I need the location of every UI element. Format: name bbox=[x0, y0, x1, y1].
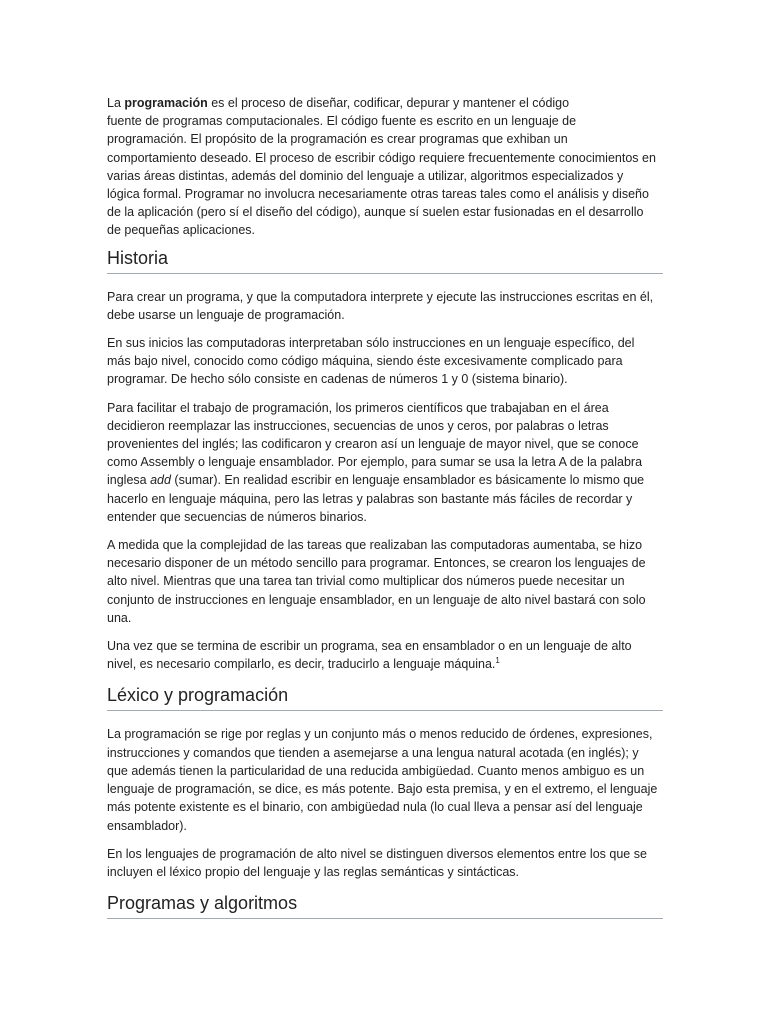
emphasis-add: add bbox=[150, 473, 171, 488]
text-line: Una vez que se termina de escribir un programa, sea en ensamblador o en un lenguaje de alto bbox=[107, 639, 632, 654]
intro-line-3: programación. El propósito de la programación es crear programas que exhiban un bbox=[107, 132, 568, 147]
lexico-paragraph-1 bbox=[107, 725, 663, 834]
intro-paragraph bbox=[107, 94, 663, 240]
text-line: A medida que la complejidad de las tareas que realizaban las computadoras aumentaba, se hizo bbox=[107, 538, 643, 553]
text-line: necesario disponer de un método sencillo para programar. Entonces, se crearon los lenguajes de bbox=[107, 556, 646, 571]
text-line-add bbox=[107, 471, 663, 489]
text-line: La programación se rige por reglas y un conjunto más o menos reducido de órdenes, expresiones, bbox=[107, 727, 653, 742]
intro-line-2: fuente de programas computacionales. El código fuente es escrito en un lenguaje de bbox=[107, 114, 577, 129]
text-line: provenientes del inglés; las codificaron y crearon así un lenguaje de mayor nivel, que se conoce bbox=[107, 437, 639, 452]
historia-paragraph-5 bbox=[107, 637, 663, 673]
text-line-with-ref bbox=[107, 655, 663, 673]
text-line: instrucciones y comandos que tienden a asemejarse a una lengua natural acotada (en inglés); y bbox=[107, 745, 639, 760]
text-line: una. bbox=[107, 610, 132, 625]
intro-line-6: lógica formal. Programar no involucra necesariamente otras tareas tales como el análisis y diseño bbox=[107, 187, 649, 202]
text-line: Para crear un programa, y que la computadora interprete y ejecute las instrucciones escritas en él, bbox=[107, 289, 654, 304]
intro-line-4: comportamiento deseado. El proceso de escribir código requiere frecuentemente conocimientos en bbox=[107, 150, 656, 165]
heading-lexico: Léxico y programación bbox=[107, 683, 663, 711]
text-line: que además tienen la particularidad de una reducida ambigüedad. Cuanto menos ambiguo es un bbox=[107, 763, 645, 778]
text-line: ensamblador). bbox=[107, 818, 187, 833]
intro-term[interactable]: programación bbox=[124, 96, 208, 110]
heading-historia: Historia bbox=[107, 246, 663, 274]
text-line: como Assembly o lenguaje ensamblador. Por ejemplo, para sumar se usa la letra A de la palabra bbox=[107, 455, 643, 470]
text-line: decidieron reemplazar las instrucciones, secuencias de unos y ceros, por palabras o letras bbox=[107, 418, 609, 433]
historia-paragraph-4 bbox=[107, 536, 663, 627]
historia-paragraph-1 bbox=[107, 288, 663, 324]
text-fragment: nivel, es necesario compilarlo, es decir, traducirlo a lenguaje máquina. bbox=[107, 657, 496, 672]
text-fragment: (sumar). En realidad escribir en lenguaje ensamblador es básicamente lo mismo que bbox=[170, 473, 645, 488]
text-line: alto nivel. Mientras que una tarea tan trivial como multiplicar dos números puede necesitar un bbox=[107, 574, 625, 589]
text-line: lenguaje de programación, se dice, es más potente. Bajo esta premisa, y en el extremo, el lenguaje bbox=[107, 782, 658, 797]
intro-line-8: de pequeñas aplicaciones. bbox=[107, 223, 256, 238]
article-body bbox=[107, 94, 663, 933]
intro-line-5: varias áreas distintas, además del dominio del lenguaje a utilizar, algoritmos especializados y bbox=[107, 168, 624, 183]
historia-paragraph-2 bbox=[107, 334, 663, 389]
text-line: incluyen el léxico propio del lenguaje y las reglas semánticas y sintácticas. bbox=[107, 864, 520, 879]
reference-link[interactable]: 1 bbox=[495, 656, 500, 666]
intro-lead: La bbox=[107, 96, 125, 110]
text-line: conjunto de instrucciones en lenguaje ensamblador, en un lenguaje de alto nivel bastará con solo bbox=[107, 592, 646, 607]
text-line: debe usarse un lenguaje de programación. bbox=[107, 307, 345, 322]
text-line: hacerlo en lenguaje máquina, pero las letras y palabras son bastante más fáciles de recordar y bbox=[107, 491, 633, 506]
text-line: entender que secuencias de números binarios. bbox=[107, 509, 367, 524]
lexico-paragraph-2 bbox=[107, 845, 663, 881]
intro-line-1-rest: es el proceso de diseñar, codificar, depurar y mantener el código bbox=[207, 96, 570, 110]
text-line: En sus inicios las computadoras interpretaban sólo instrucciones en un lenguaje específico, del bbox=[107, 336, 635, 351]
text-line: más bajo nivel, conocido como código máquina, siendo éste excesivamente complicado para bbox=[107, 354, 623, 369]
text-line: programar. De hecho sólo consiste en cadenas de números 1 y 0 (sistema binario). bbox=[107, 372, 568, 387]
text-line: En los lenguajes de programación de alto nivel se distinguen diversos elementos entre los que se bbox=[107, 846, 647, 861]
historia-paragraph-3 bbox=[107, 399, 663, 526]
text-line: Para facilitar el trabajo de programación, los primeros científicos que trabajaban en el área bbox=[107, 400, 609, 415]
text-line: más potente existente es el binario, con ambigüedad nula (lo cual lleva a pensar así del lenguaje bbox=[107, 800, 643, 815]
intro-line-7: de la aplicación (pero sí el diseño del código), aunque sí suelen estar fusionadas en el desarrollo bbox=[107, 205, 644, 220]
intro-line-1 bbox=[107, 94, 663, 112]
heading-programas: Programas y algoritmos bbox=[107, 891, 663, 919]
text-fragment: inglesa bbox=[107, 473, 151, 488]
